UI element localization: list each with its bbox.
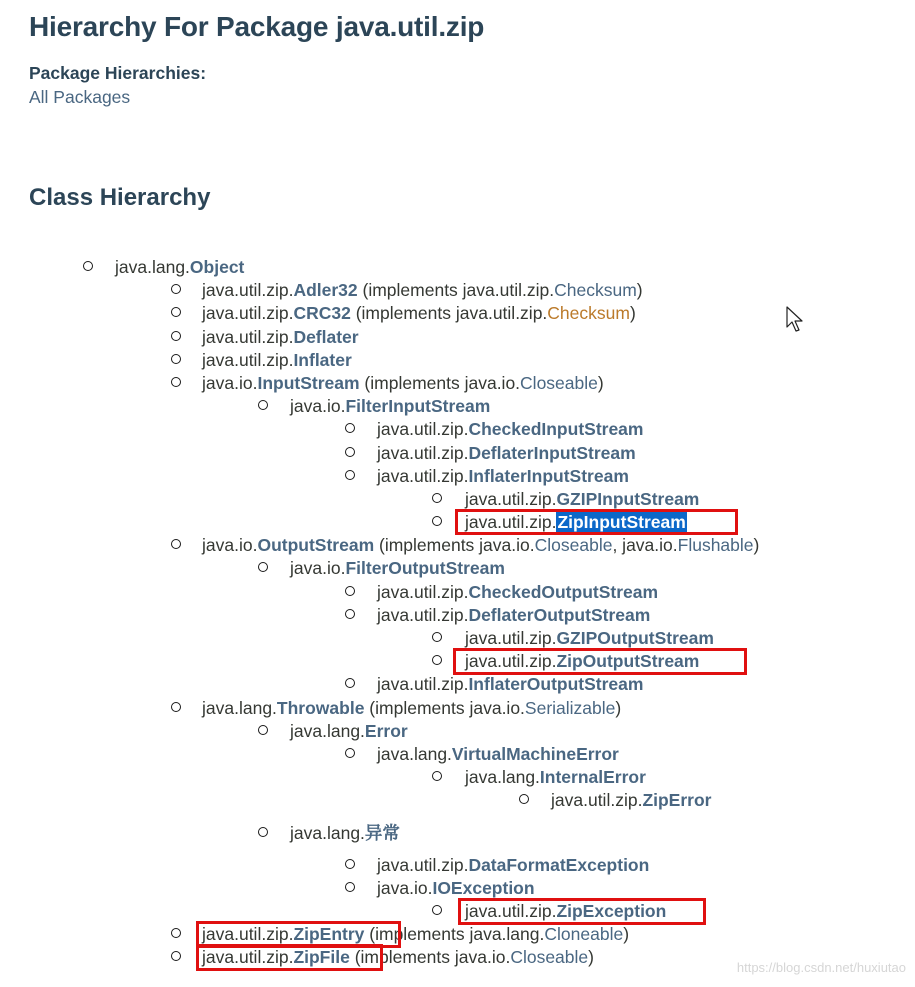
watermark: https://blog.csdn.net/huxiutao [736, 960, 906, 975]
tree-item: java.lang.异常 [0, 822, 915, 845]
bullet-icon [258, 562, 268, 572]
tree-item: java.util.zip.GZIPInputStream [0, 488, 915, 511]
interface-link[interactable]: Closeable [510, 947, 589, 968]
interface-link[interactable]: Serializable [524, 697, 616, 718]
interface-link[interactable]: Closeable [520, 372, 598, 393]
class-link[interactable]: Inflater [293, 349, 352, 370]
tree-item: java.util.zip.CheckedInputStream [0, 418, 915, 441]
tree-item: java.util.zip.ZipException [0, 900, 915, 923]
tree-item: java.util.zip.DeflaterInputStream [0, 442, 915, 465]
tree-item: java.util.zip.ZipInputStream [0, 511, 915, 534]
highlight-box [196, 944, 383, 971]
bullet-icon [171, 284, 181, 294]
class-link[interactable]: FilterInputStream [345, 396, 491, 417]
class-hierarchy-tree [0, 256, 915, 970]
class-link[interactable]: ZipFile [293, 947, 350, 968]
tree-item: java.util.zip.ZipError [0, 789, 915, 812]
tree-item: java.util.zip.InflaterOutputStream [0, 673, 915, 696]
bullet-icon [171, 331, 181, 341]
bullet-icon [432, 632, 442, 642]
bullet-icon [171, 354, 181, 364]
bullet-icon [345, 882, 355, 892]
bullet-icon [171, 539, 181, 549]
page-title: Hierarchy For Package java.util.zip [29, 11, 485, 42]
bullet-icon [171, 377, 181, 387]
class-link[interactable]: ZipOutputStream [556, 651, 700, 672]
class-link-selected[interactable]: ZipInputStream [557, 512, 686, 533]
bullet-icon [345, 423, 355, 433]
bullet-icon [432, 905, 442, 915]
tree-item: java.io.InputStream (implements java.io.Closeable) [0, 372, 915, 395]
tree-item: java.util.zip.CRC32 (implements java.util.zip.Checksum) [0, 302, 915, 325]
class-link[interactable]: VirtualMachineError [451, 743, 619, 764]
tree-item: java.lang.InternalError [0, 766, 915, 789]
tree-item: java.util.zip.ZipFile (implements java.io.Closeable) [0, 946, 915, 969]
tree-item: java.lang.Object [0, 256, 915, 279]
class-link[interactable]: InflaterInputStream [468, 465, 629, 486]
bullet-icon [432, 493, 442, 503]
class-link[interactable]: ZipException [556, 901, 667, 922]
tree-item: java.util.zip.DeflaterOutputStream [0, 604, 915, 627]
bullet-icon [345, 859, 355, 869]
tree-item: java.lang.Throwable (implements java.io.Serializable) [0, 697, 915, 720]
interface-link[interactable]: Cloneable [544, 924, 624, 945]
tree-item: java.util.zip.ZipEntry (implements java.lang.Cloneable) [0, 923, 915, 946]
tree-item: java.io.IOException [0, 877, 915, 900]
tree-item: java.io.FilterInputStream [0, 395, 915, 418]
bullet-icon [432, 516, 442, 526]
bullet-icon [432, 655, 442, 665]
bullet-icon [345, 609, 355, 619]
class-link[interactable]: CheckedOutputStream [468, 581, 659, 602]
interface-link[interactable]: Checksum [554, 280, 637, 301]
class-link[interactable]: IOException [432, 877, 535, 898]
tree-item: java.util.zip.DataFormatException [0, 854, 915, 877]
class-link[interactable]: CheckedInputStream [468, 419, 644, 440]
class-link[interactable]: Throwable [276, 697, 365, 718]
interface-link[interactable]: Closeable [534, 535, 613, 556]
tree-item: java.util.zip.CheckedOutputStream [0, 581, 915, 604]
tree-item: java.util.zip.GZIPOutputStream [0, 627, 915, 650]
class-link[interactable]: InputStream [257, 372, 360, 393]
bullet-icon [258, 827, 268, 837]
all-packages-link[interactable]: All Packages [29, 87, 131, 107]
tree-item: java.util.zip.ZipOutputStream [0, 650, 915, 673]
class-link[interactable]: FilterOutputStream [345, 558, 505, 579]
tree-item: java.util.zip.InflaterInputStream [0, 465, 915, 488]
bullet-icon [258, 725, 268, 735]
tree-item: java.util.zip.Inflater [0, 349, 915, 372]
class-link[interactable]: Adler32 [293, 280, 358, 301]
bullet-icon [519, 794, 529, 804]
bullet-icon [171, 307, 181, 317]
bullet-icon [432, 771, 442, 781]
class-link[interactable]: DeflaterInputStream [468, 442, 636, 463]
bullet-icon [345, 748, 355, 758]
bullet-icon [171, 702, 181, 712]
interface-link[interactable]: Flushable [677, 535, 754, 556]
class-link[interactable]: InternalError [539, 767, 646, 788]
bullet-icon [345, 470, 355, 480]
tree-item: java.util.zip.Adler32 (implements java.util.zip.Checksum) [0, 279, 915, 302]
class-link[interactable]: DeflaterOutputStream [468, 604, 651, 625]
bullet-icon [83, 261, 93, 271]
tree-item: java.io.FilterOutputStream [0, 557, 915, 580]
class-link[interactable]: ZipError [642, 790, 712, 811]
interface-link[interactable]: Checksum [547, 303, 630, 324]
highlight-box [458, 898, 706, 925]
tree-item: java.lang.VirtualMachineError [0, 743, 915, 766]
tree-item: java.io.OutputStream (implements java.io.Closeable, java.io.Flushable) [0, 534, 915, 557]
class-link[interactable]: Object [189, 257, 245, 277]
bullet-icon [171, 928, 181, 938]
class-link[interactable]: OutputStream [257, 535, 375, 556]
class-link[interactable]: Error [364, 720, 408, 741]
highlight-box [453, 648, 747, 675]
class-link[interactable]: CRC32 [293, 303, 351, 324]
class-link[interactable]: GZIPInputStream [556, 488, 700, 509]
bullet-icon [171, 951, 181, 961]
mouse-pointer-icon [786, 306, 806, 334]
class-link[interactable]: DataFormatException [468, 854, 650, 875]
class-link[interactable]: GZIPOutputStream [556, 628, 714, 648]
package-hierarchies-label: Package Hierarchies: [29, 63, 207, 83]
bullet-icon [345, 678, 355, 688]
class-link[interactable]: 异常 [364, 822, 400, 843]
bullet-icon [345, 586, 355, 596]
class-link[interactable]: ZipEntry [293, 924, 365, 945]
class-link[interactable]: Deflater [293, 326, 359, 347]
tree-item: java.util.zip.Deflater [0, 326, 915, 349]
highlight-box [455, 509, 738, 535]
class-hierarchy-title: Class Hierarchy [29, 184, 211, 211]
bullet-icon [258, 400, 268, 410]
tree-item: java.lang.Error [0, 720, 915, 743]
bullet-icon [345, 447, 355, 457]
class-link[interactable]: InflaterOutputStream [468, 674, 644, 695]
